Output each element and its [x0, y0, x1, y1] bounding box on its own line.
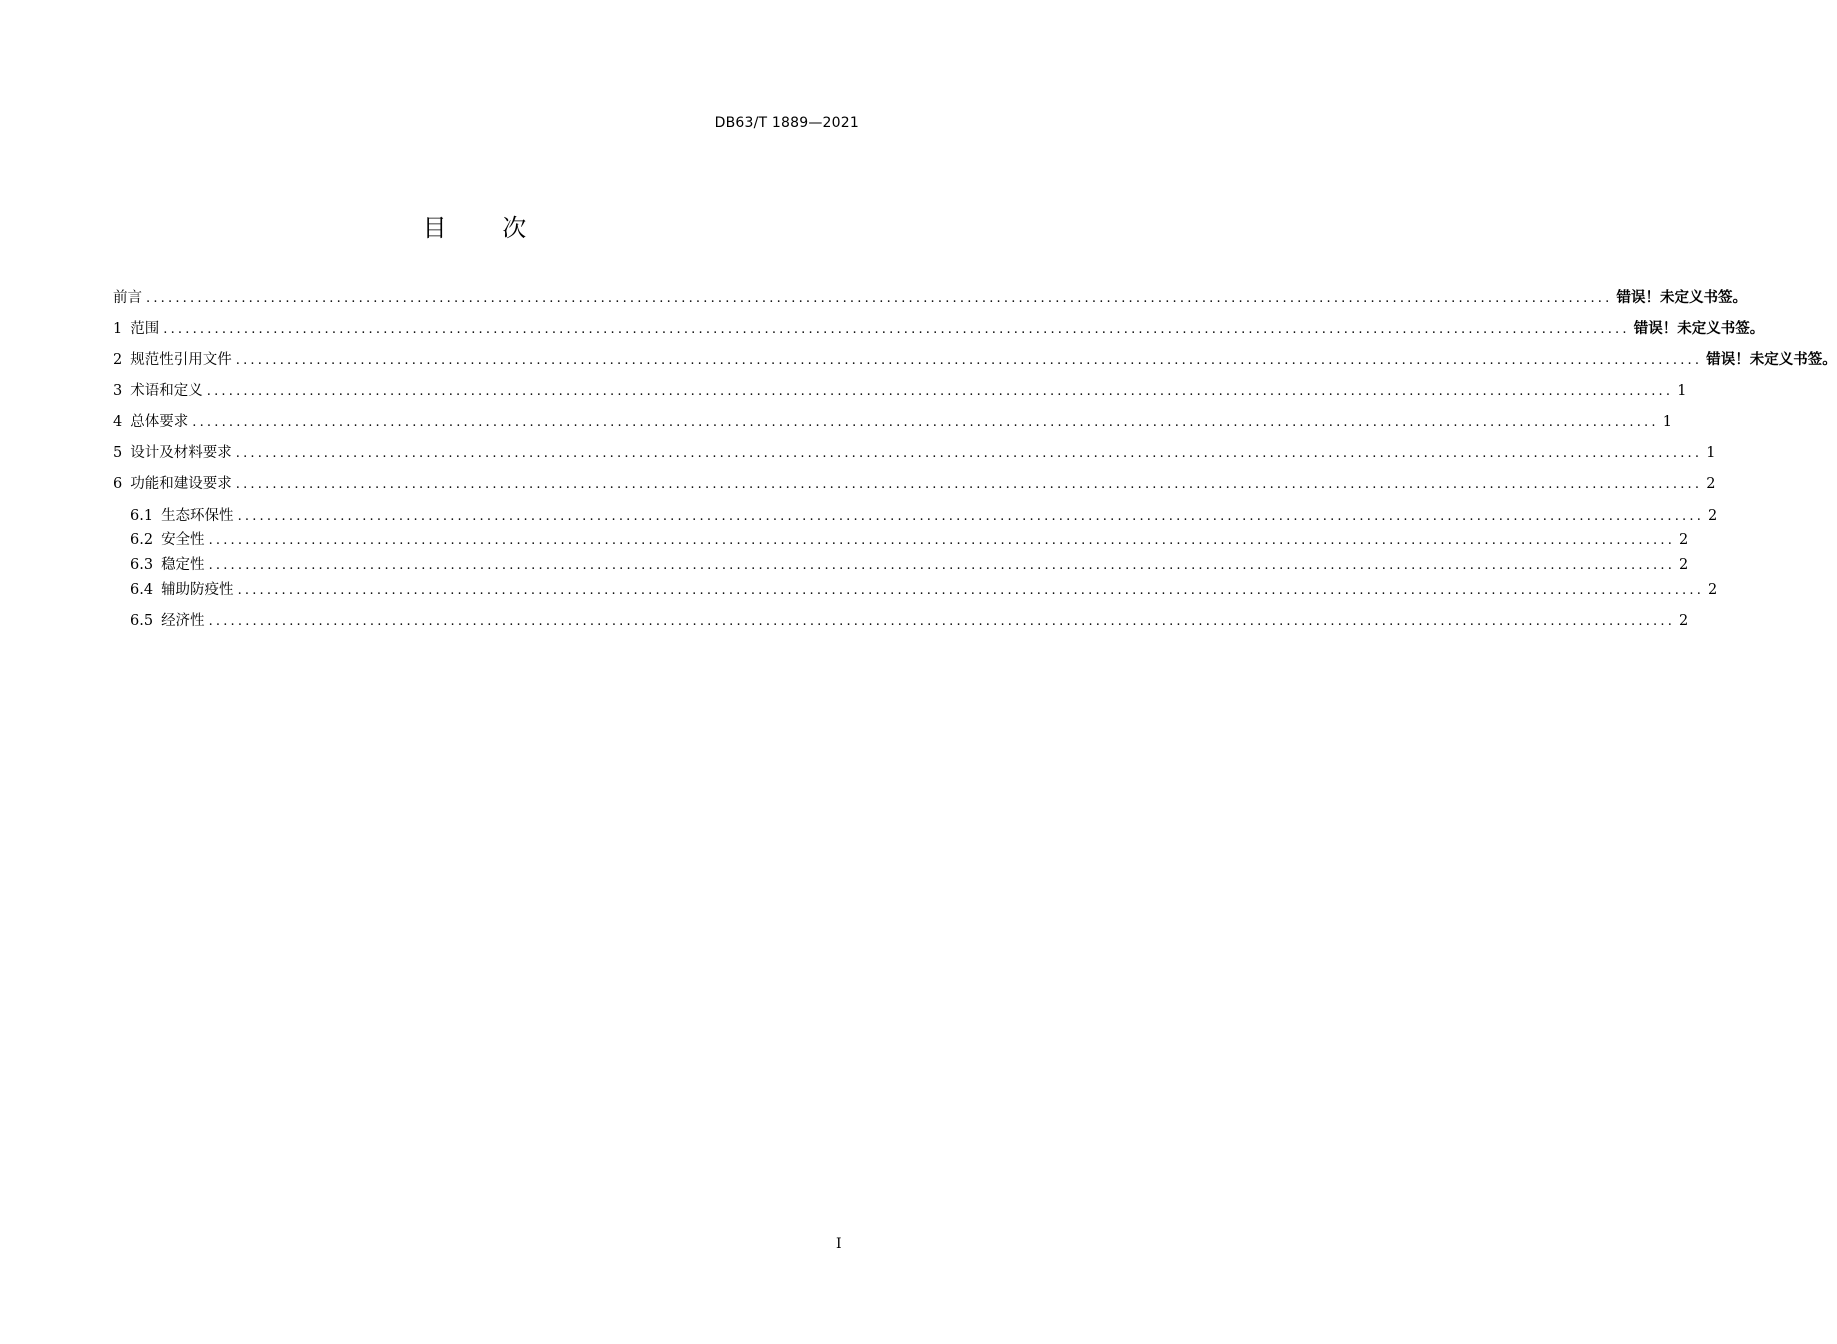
- toc-entry[interactable]: [113, 441, 1716, 465]
- toc-dot-leader: ........................................................................................................................................................................................................: [208, 558, 1676, 573]
- toc-entry-bookmark-error: 错误！未定义书签。: [1633, 321, 1765, 337]
- toc-entry-number: 6.3: [130, 557, 154, 573]
- toc-entry-label: 辅助防疫性: [161, 582, 234, 598]
- toc-entry-label: 设计及材料要求: [130, 445, 232, 461]
- toc-entry-page-number: 1: [1677, 383, 1687, 399]
- toc-dot-leader: ........................................................................................................................................................................................................: [208, 614, 1676, 629]
- toc-entry-label: 前言: [113, 290, 142, 306]
- toc-dot-leader: ........................................................................................................................................................................................................: [206, 384, 1674, 399]
- toc-entry-number: 2: [113, 352, 123, 368]
- toc-entry-label: 安全性: [161, 532, 205, 548]
- toc-entry[interactable]: [113, 553, 1689, 577]
- toc-entry-label: 功能和建设要求: [130, 476, 232, 492]
- toc-entry-page-number: 2: [1679, 613, 1689, 629]
- toc-entry-page-number: 2: [1708, 508, 1718, 524]
- toc-entry-label: 总体要求: [130, 414, 189, 430]
- toc-entry[interactable]: [113, 472, 1716, 496]
- toc-entry-label: 经济性: [161, 613, 205, 629]
- toc-entry-number: 6: [113, 476, 123, 492]
- toc-entry-number: 3: [113, 383, 123, 399]
- toc-entry-number: 6.4: [130, 582, 154, 598]
- toc-entry-label: 范围: [130, 321, 160, 337]
- toc-entry[interactable]: [113, 528, 1689, 552]
- toc-dot-leader: ........................................................................................................................................................................................................: [235, 353, 1703, 368]
- toc-entry-page-number: 2: [1679, 557, 1689, 573]
- toc-dot-leader: ........................................................................................................................................................................................................: [208, 533, 1676, 548]
- document-code: DB63/T 1889—2021: [714, 115, 859, 131]
- toc-entry-page-number: 2: [1706, 476, 1716, 492]
- toc-entry-number: 6.2: [130, 532, 154, 548]
- toc-entry[interactable]: [113, 609, 1689, 633]
- toc-dot-leader: ........................................................................................................................................................................................................: [192, 415, 1659, 430]
- toc-entry-number: 6.5: [130, 613, 154, 629]
- toc-dot-leader: ........................................................................................................................................................................................................: [235, 446, 1703, 461]
- toc-entry[interactable]: [113, 410, 1672, 434]
- toc-entry-label: 术语和定义: [130, 383, 203, 399]
- toc-entry-label: 稳定性: [161, 557, 205, 573]
- toc-entry[interactable]: [113, 504, 1718, 528]
- toc-entry-number: 5: [113, 445, 123, 461]
- toc-entry-number: 6.1: [130, 508, 154, 524]
- toc-dot-leader: ........................................................................................................................................................................................................: [235, 477, 1703, 492]
- toc-entry[interactable]: [113, 317, 1765, 341]
- page-title: 目 次: [422, 214, 528, 242]
- toc-entry-bookmark-error: 错误！未定义书签。: [1706, 352, 1837, 368]
- toc-entry-page-number: 1: [1662, 414, 1672, 430]
- toc-entry-page-number: 1: [1706, 445, 1716, 461]
- toc-dot-leader: ........................................................................................................................................................................................................: [237, 509, 1705, 524]
- toc-entry[interactable]: [113, 348, 1837, 372]
- toc-entry-bookmark-error: 错误！未定义书签。: [1616, 290, 1747, 306]
- toc-entry-number: 1: [113, 321, 123, 337]
- toc-entry-label: 规范性引用文件: [130, 352, 232, 368]
- toc-entry[interactable]: [113, 578, 1718, 602]
- toc-entry-page-number: 2: [1708, 582, 1718, 598]
- toc-dot-leader: ........................................................................................................................................................................................................: [163, 322, 1630, 337]
- toc-entry-label: 生态环保性: [161, 508, 234, 524]
- toc-dot-leader: ........................................................................................................................................................................................................: [237, 583, 1705, 598]
- toc-entry-page-number: 2: [1679, 532, 1689, 548]
- toc-entry[interactable]: [113, 286, 1747, 310]
- toc-dot-leader: ........................................................................................................................................................................................................: [146, 291, 1613, 306]
- page-number: I: [836, 1236, 842, 1252]
- toc-entry[interactable]: [113, 379, 1687, 403]
- toc-entry-number: 4: [113, 414, 123, 430]
